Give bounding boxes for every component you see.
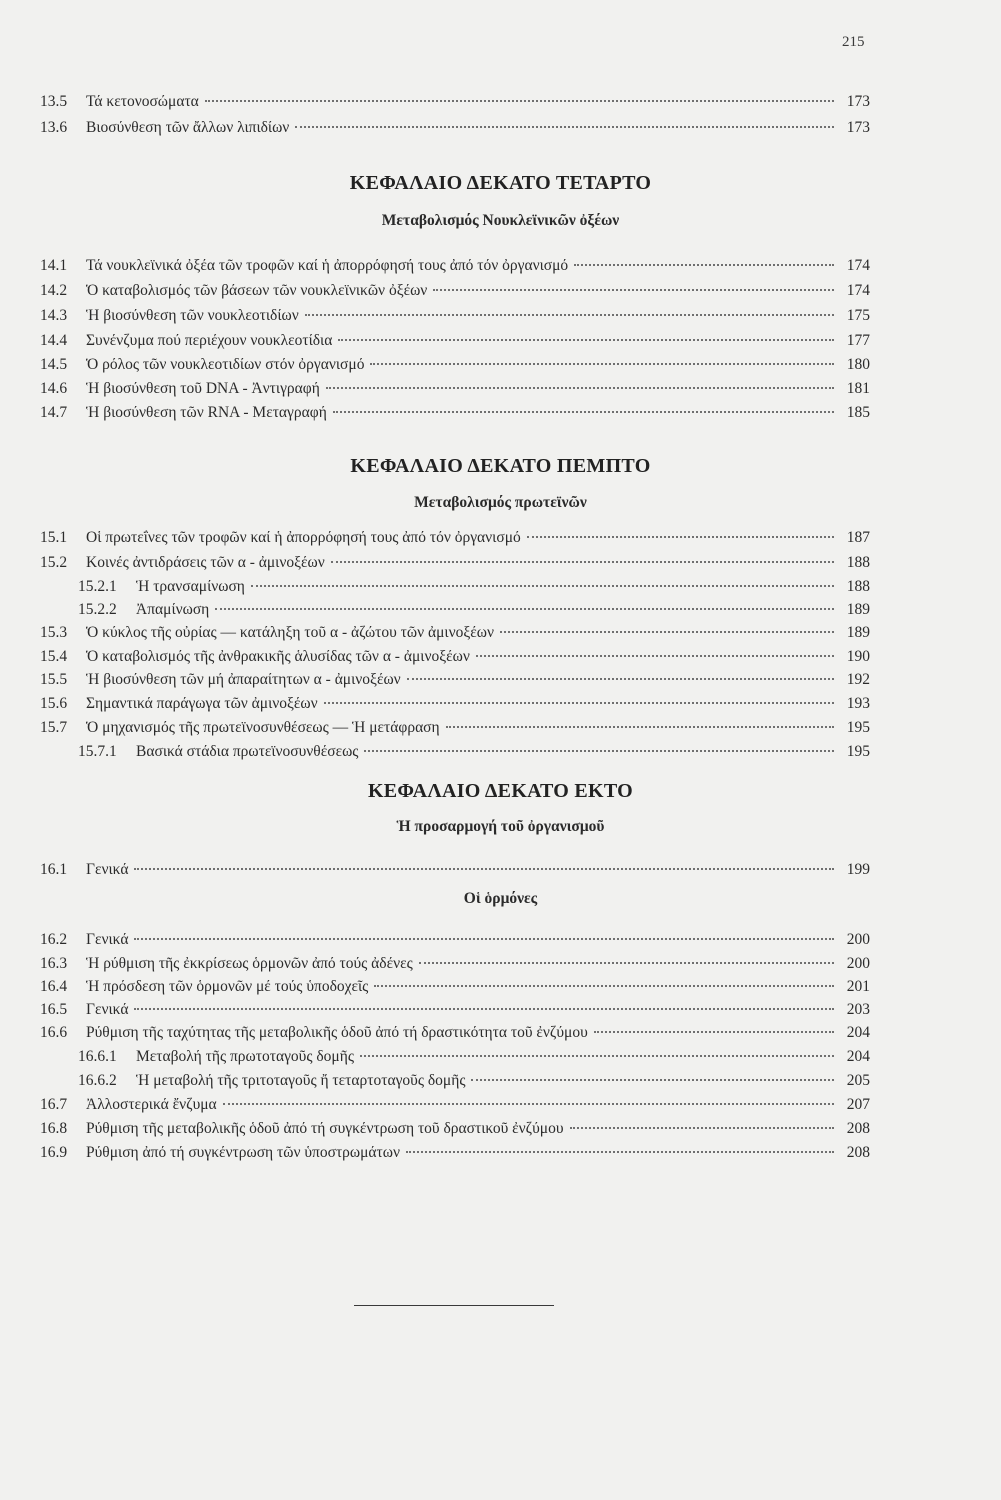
section-number: 15.7 <box>40 719 68 736</box>
section-number: 15.4 <box>40 648 68 665</box>
toc-entry <box>40 998 870 1022</box>
page-ref: 195 <box>846 743 870 760</box>
dot-leader <box>134 868 834 870</box>
section-title: Ὁ κύκλος τῆς οὐρίας — κατάληξη τοῦ α - ἀζώτου τῶν ἀμινοξέων <box>86 624 494 641</box>
section-title: Ρύθμιση τῆς ταχύτητας τῆς μεταβολικῆς ὁδοῦ ἀπό τή δραστικότητα τοῦ ἐνζύμου <box>86 1024 588 1041</box>
page-ref: 174 <box>846 282 870 299</box>
toc-entry <box>40 329 870 353</box>
dot-leader <box>500 631 834 633</box>
closing-rule <box>354 1305 554 1306</box>
page-ref: 177 <box>846 332 870 349</box>
dot-leader <box>205 100 834 102</box>
toc-subentry <box>78 740 870 764</box>
page-ref: 204 <box>846 1048 870 1065</box>
dot-leader <box>134 938 834 940</box>
dot-leader <box>251 585 834 587</box>
page-number: 215 <box>842 34 865 50</box>
section-number: 16.3 <box>40 955 68 972</box>
page-ref: 188 <box>846 578 870 595</box>
section-number: 14.3 <box>40 307 68 324</box>
toc-subentry <box>78 1069 870 1093</box>
section-title: Ἡ πρόσδεση τῶν ὁρμονῶν μέ τούς ὑποδοχεῖς <box>86 978 369 995</box>
toc-entry <box>40 116 870 140</box>
toc-entry <box>40 1093 870 1117</box>
dot-leader <box>406 1151 834 1153</box>
dot-leader <box>433 289 834 291</box>
page-ref: 188 <box>846 554 870 571</box>
page-ref: 207 <box>846 1096 870 1113</box>
page-ref: 175 <box>846 307 870 324</box>
chapter-subtitle: Μεταβολισμός Νουκλεϊνικῶν ὀξέων <box>381 212 620 229</box>
page-ref: 189 <box>846 601 870 618</box>
toc-entry <box>40 401 870 425</box>
toc-entry <box>40 621 870 645</box>
dot-leader <box>338 339 834 341</box>
section-number: 15.2.2 <box>78 601 117 618</box>
dot-leader <box>374 985 834 987</box>
section-number: 16.6.2 <box>78 1072 117 1089</box>
section-title: Τά νουκλεϊνικά ὀξέα τῶν τροφῶν καί ἡ ἀπορρόφησή τους ἀπό τόν ὀργανισμό <box>86 257 569 274</box>
chapter-heading: ΚΕΦΑΛΑΙΟ ΔΕΚΑΤΟ ΤΕΤΑΡΤΟ <box>349 172 652 194</box>
section-title: Ἡ βιοσύνθεση τῶν RNA - Μεταγραφή <box>86 404 327 421</box>
dot-leader <box>574 264 834 266</box>
section-number: 13.6 <box>40 119 68 136</box>
page-ref: 174 <box>846 257 870 274</box>
dot-leader <box>527 536 834 538</box>
toc-entry <box>40 668 870 692</box>
section-number: 15.5 <box>40 671 68 688</box>
section-number: 16.6 <box>40 1024 68 1041</box>
dot-leader <box>326 387 834 389</box>
section-title: Τά κετονοσώματα <box>86 93 199 110</box>
toc-entry <box>40 928 870 952</box>
page-ref: 173 <box>846 93 870 110</box>
section-title: Ἀλλοστερικά ἔνζυμα <box>86 1096 217 1113</box>
section-number: 16.4 <box>40 978 68 995</box>
dot-leader <box>594 1031 834 1033</box>
section-number: 16.1 <box>40 861 68 878</box>
section-number: 14.1 <box>40 257 68 274</box>
toc-entry <box>40 692 870 716</box>
section-title: Οἱ πρωτεΐνες τῶν τροφῶν καί ἡ ἀπορρόφησή τους ἀπό τόν ὀργανισμό <box>86 529 521 546</box>
chapter-heading: ΚΕΦΑΛΑΙΟ ΔΕΚΑΤΟ ΕΚΤΟ <box>367 780 634 802</box>
toc-entry <box>40 1141 870 1165</box>
section-title: Ρύθμιση τῆς μεταβολικῆς ὁδοῦ ἀπό τή συγκέντρωση τοῦ δραστικοῦ ἐνζύμου <box>86 1120 564 1137</box>
toc-entry <box>40 952 870 976</box>
chapter-heading: ΚΕΦΑΛΑΙΟ ΔΕΚΑΤΟ ΠΕΜΠΤΟ <box>350 455 651 477</box>
section-title: Ἀπαμίνωση <box>136 601 210 618</box>
section-title: Ἡ ρύθμιση τῆς ἐκκρίσεως ὁρμονῶν ἀπό τούς ἀδένες <box>86 955 413 972</box>
page-ref: 201 <box>846 978 870 995</box>
dot-leader <box>419 962 834 964</box>
page-ref: 189 <box>846 624 870 641</box>
dot-leader <box>305 314 834 316</box>
section-title: Ὁ μηχανισμός τῆς πρωτεϊνοσυνθέσεως — Ἡ μετάφραση <box>86 719 440 736</box>
section-title: Ἡ τρανσαμίνωση <box>136 578 245 595</box>
section-number: 15.2.1 <box>78 578 117 595</box>
page-ref: 192 <box>846 671 870 688</box>
section-title: Κοινές ἀντιδράσεις τῶν α - ἀμινοξέων <box>86 554 325 571</box>
dot-leader <box>324 702 834 704</box>
section-title: Ἡ βιοσύνθεση τοῦ DNA - Ἀντιγραφή <box>86 380 320 397</box>
toc-entry <box>40 645 870 669</box>
toc-entry <box>40 551 870 575</box>
toc-entry <box>40 353 870 377</box>
section-number: 16.2 <box>40 931 68 948</box>
toc-entry <box>40 526 870 550</box>
page-ref: 173 <box>846 119 870 136</box>
section-number: 14.4 <box>40 332 68 349</box>
chapter-subtitle: Μεταβολισμός πρωτεϊνῶν <box>414 494 587 511</box>
section-title: Ὁ καταβολισμός τῶν βάσεων τῶν νουκλεϊνικῶν ὀξέων <box>86 282 428 299</box>
dot-leader <box>407 678 834 680</box>
dot-leader <box>364 750 834 752</box>
dot-leader <box>215 608 834 610</box>
page-ref: 208 <box>846 1120 870 1137</box>
toc-subentry <box>78 1045 870 1069</box>
page-ref: 190 <box>846 648 870 665</box>
section-number: 14.2 <box>40 282 68 299</box>
section-title: Γενικά <box>86 861 129 878</box>
dot-leader <box>471 1079 834 1081</box>
toc-entry <box>40 254 870 278</box>
dot-leader <box>331 561 834 563</box>
toc-entry <box>40 858 870 882</box>
section-number: 14.6 <box>40 380 68 397</box>
toc-subentry <box>78 575 870 599</box>
toc-entry <box>40 279 870 303</box>
section-number: 16.5 <box>40 1001 68 1018</box>
dot-leader <box>570 1127 834 1129</box>
toc-entry <box>40 304 870 328</box>
page-ref: 193 <box>846 695 870 712</box>
dot-leader <box>295 126 834 128</box>
dot-leader <box>360 1055 834 1057</box>
section-title: Ἡ βιοσύνθεση τῶν νουκλεοτιδίων <box>86 307 299 324</box>
page-ref: 200 <box>846 931 870 948</box>
page-ref: 195 <box>846 719 870 736</box>
chapter-subtitle: Ἡ προσαρμογή τοῦ ὀργανισμοῦ <box>396 818 605 835</box>
dot-leader <box>333 411 834 413</box>
toc-entry <box>40 716 870 740</box>
section-number: 15.2 <box>40 554 68 571</box>
section-number: 15.3 <box>40 624 68 641</box>
toc-entry <box>40 1021 870 1045</box>
section-title: Σημαντικά παράγωγα τῶν ἀμινοξέων <box>86 695 318 712</box>
section-number: 15.7.1 <box>78 743 117 760</box>
page-ref: 204 <box>846 1024 870 1041</box>
section-number: 16.7 <box>40 1096 68 1113</box>
section-title: Ρύθμιση ἀπό τή συγκέντρωση τῶν ὑποστρωμάτων <box>86 1144 400 1161</box>
page-ref: 208 <box>846 1144 870 1161</box>
page-ref: 180 <box>846 356 870 373</box>
section-title: Ὁ καταβολισμός τῆς ἀνθρακικῆς ἁλυσίδας τῶν α - ἀμινοξέων <box>86 648 470 665</box>
dot-leader <box>134 1008 834 1010</box>
section-heading: Οἱ ὁρμόνες <box>463 890 538 907</box>
page-ref: 203 <box>846 1001 870 1018</box>
section-title: Γενικά <box>86 1001 129 1018</box>
section-number: 15.6 <box>40 695 68 712</box>
section-title: Ἡ βιοσύνθεση τῶν μή ἀπαραίτητων α - ἀμινοξέων <box>86 671 401 688</box>
toc-entry <box>40 1117 870 1141</box>
section-number: 16.6.1 <box>78 1048 117 1065</box>
page-ref: 200 <box>846 955 870 972</box>
section-title: Βασικά στάδια πρωτεϊνοσυνθέσεως <box>136 743 359 760</box>
section-number: 16.9 <box>40 1144 68 1161</box>
section-number: 14.5 <box>40 356 68 373</box>
toc-subentry <box>78 598 870 622</box>
page-ref: 205 <box>846 1072 870 1089</box>
page-ref: 181 <box>846 380 870 397</box>
page-ref: 185 <box>846 404 870 421</box>
section-title: Γενικά <box>86 931 129 948</box>
toc-entry <box>40 377 870 401</box>
section-title: Ἡ μεταβολή τῆς τριτοταγοῦς ἤ τεταρτοταγοῦς δομῆς <box>136 1072 466 1089</box>
section-title: Συνένζυμα πού περιέχουν νουκλεοτίδια <box>86 332 333 349</box>
dot-leader <box>446 726 834 728</box>
toc-entry <box>40 90 870 114</box>
section-title: Ὁ ρόλος τῶν νουκλεοτιδίων στόν ὀργανισμό <box>86 356 365 373</box>
dot-leader <box>223 1103 834 1105</box>
section-number: 15.1 <box>40 529 68 546</box>
dot-leader <box>476 655 834 657</box>
section-number: 16.8 <box>40 1120 68 1137</box>
toc-entry <box>40 975 870 999</box>
section-number: 13.5 <box>40 93 68 110</box>
section-title: Βιοσύνθεση τῶν ἄλλων λιπιδίων <box>86 119 290 136</box>
page-ref: 187 <box>846 529 870 546</box>
section-title: Μεταβολή τῆς πρωτοταγοῦς δομῆς <box>136 1048 354 1065</box>
page-ref: 199 <box>846 861 870 878</box>
dot-leader <box>370 363 834 365</box>
section-number: 14.7 <box>40 404 68 421</box>
